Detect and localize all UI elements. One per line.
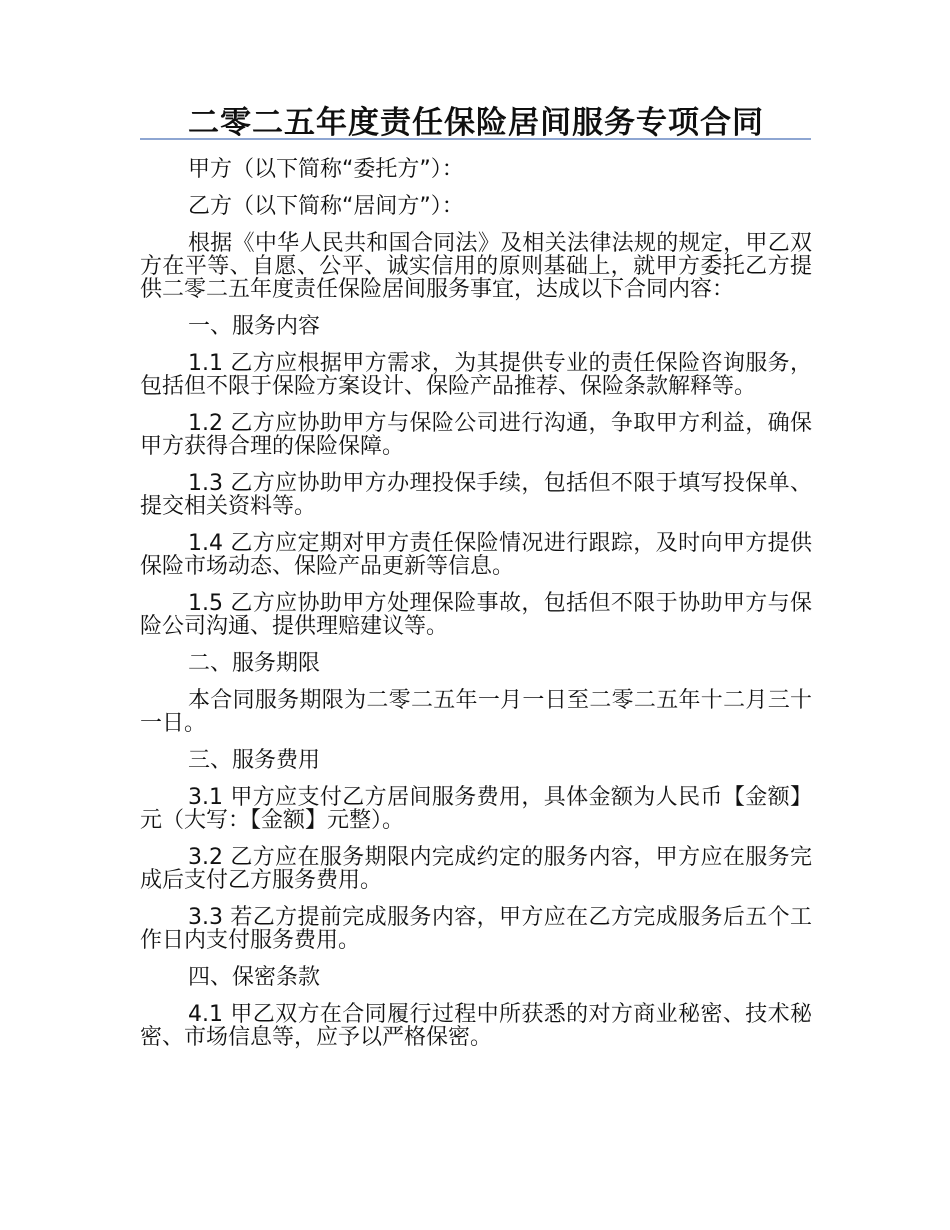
section-heading-service-content: 一、服务内容: [188, 314, 321, 339]
clause-3-1: 3.1 甲方应支付乙方居间服务费用，具体金额为人民币【金额】元（大写：【金额】元整）。: [140, 785, 812, 833]
clause-1-2: 1.2 乙方应协助甲方与保险公司进行沟通，争取甲方利益，确保甲方获得合理的保险保障。: [140, 411, 812, 459]
clause-3-2: 3.2 乙方应在服务期限内完成约定的服务内容，甲方应在服务完成后支付乙方服务费用。: [140, 845, 812, 893]
title-underline: [140, 138, 811, 140]
party-b-line: 乙方（以下简称“居间方”）：: [188, 194, 464, 219]
clause-3-3: 3.3 若乙方提前完成服务内容，甲方应在乙方完成服务后五个工作日内支付服务费用。: [140, 905, 812, 953]
clause-1-5: 1.5 乙方应协助甲方处理保险事故，包括但不限于协助甲方与保险公司沟通、提供理赔建议等。: [140, 591, 812, 639]
document-body: [140, 158, 812, 1063]
clause-1-3: 1.3 乙方应协助甲方办理投保手续，包括但不限于填写投保单、提交相关资料等。: [140, 471, 812, 519]
clause-4-1: 4.1 甲乙双方在合同履行过程中所获悉的对方商业秘密、技术秘密、市场信息等，应予以严格保密。: [140, 1002, 812, 1050]
clause-1-1: 1.1 乙方应根据甲方需求，为其提供专业的责任保险咨询服务，包括但不限于保险方案设计、保险产品推荐、保险条款解释等。: [140, 351, 812, 399]
party-a-line: 甲方（以下简称“委托方”）：: [188, 157, 464, 182]
preamble-paragraph: 根据《中华人民共和国合同法》及相关法律法规的规定，甲乙双方在平等、自愿、公平、诚实信用的原则基础上，就甲方委托乙方提供二零二五年度责任保险居间服务事宜，达成以下合同内容：: [140, 231, 812, 302]
document-title: 二零二五年度责任保险居间服务专项合同: [188, 105, 764, 141]
section-heading-confidentiality: 四、保密条款: [188, 965, 321, 990]
service-term-paragraph: 本合同服务期限为二零二五年一月一日至二零二五年十二月三十一日。: [140, 688, 812, 736]
section-heading-service-term: 二、服务期限: [188, 651, 321, 676]
clause-1-4: 1.4 乙方应定期对甲方责任保险情况进行跟踪，及时向甲方提供保险市场动态、保险产品更新等信息。: [140, 531, 812, 579]
section-heading-service-fees: 三、服务费用: [188, 748, 321, 773]
